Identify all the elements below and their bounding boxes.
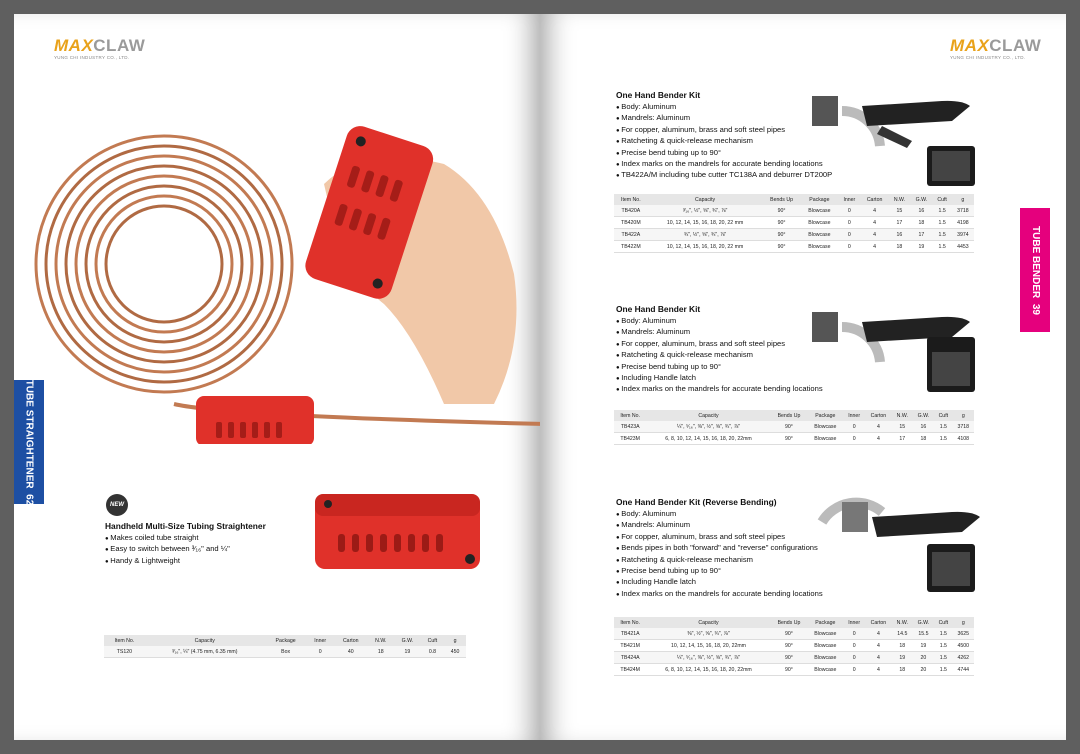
table-cell: Blowcase — [801, 217, 838, 229]
table-cell: 6, 8, 10, 12, 14, 15, 16, 18, 20, 22mm — [646, 664, 770, 676]
table-header-cell: Inner — [843, 410, 865, 421]
table-header-cell: Bends Up — [771, 617, 808, 628]
table-header-cell: Package — [265, 635, 307, 646]
table-header-cell: Capacity — [648, 194, 763, 205]
table-cell: ¾", ½", ⅝", ¾", ⅞" — [648, 229, 763, 241]
table-cell: 0 — [838, 205, 861, 217]
table-cell: TB420M — [614, 217, 648, 229]
table-cell: 4 — [861, 205, 889, 217]
brand-logo: MAXCLAW YUNG CHI INDUSTRY CO., LTD. — [54, 36, 146, 60]
table-cell: 1.5 — [934, 664, 953, 676]
table-row — [614, 241, 974, 253]
feature-item: ● Precise bend tubing up to 90° — [616, 362, 866, 373]
spec-table-tb423 — [614, 410, 974, 445]
product-title: One Hand Bender Kit (Reverse Bending) — [616, 497, 777, 507]
feature-list — [616, 509, 876, 600]
table-cell: 10, 12, 14, 15, 16, 18, 20, 22 mm — [648, 241, 763, 253]
product-block-tb420 — [616, 90, 866, 182]
table-cell: 90° — [762, 217, 800, 229]
feature-item: ● Easy to switch between ³⁄₁₆" and ¼" — [105, 544, 305, 555]
table-cell: Blowcase — [807, 628, 843, 640]
table-header-cell: G.W. — [913, 617, 934, 628]
table-header-cell: Carton — [861, 194, 889, 205]
table-cell: 1.5 — [934, 652, 953, 664]
straightener-product-photo — [310, 484, 490, 584]
table-cell: 4 — [865, 433, 892, 445]
table-header-cell: G.W. — [910, 194, 932, 205]
table-cell: 0 — [843, 433, 865, 445]
table-cell: 0 — [838, 229, 861, 241]
table-cell: 4500 — [953, 640, 974, 652]
table-cell: TB424M — [614, 664, 646, 676]
new-badge: NEW — [106, 494, 128, 516]
table-row — [614, 421, 974, 433]
table-header-cell: Inner — [843, 617, 865, 628]
table-row — [614, 652, 974, 664]
table-cell: Box — [265, 646, 307, 658]
table-cell: 15.5 — [913, 628, 934, 640]
feature-list — [616, 102, 866, 182]
table-cell: Blowcase — [807, 652, 843, 664]
table-row — [614, 433, 974, 445]
table-cell: 1.5 — [932, 241, 951, 253]
table-header-cell: Item No. — [614, 617, 646, 628]
table-cell: ³⁄₁₆", ½", ⅝", ¾", ⅞" — [648, 205, 763, 217]
table-cell: 3718 — [953, 421, 974, 433]
feature-item: ● For copper, aluminum, brass and soft steel pipes — [616, 532, 876, 543]
table-cell: 0 — [843, 421, 865, 433]
feature-item: ● Ratcheting & quick-release mechanism — [616, 350, 866, 361]
table-cell: 0 — [307, 646, 334, 658]
feature-item: ● Body: Aluminum — [616, 509, 876, 520]
table-cell: 1.5 — [932, 217, 951, 229]
table-cell: 17 — [892, 433, 913, 445]
table-cell: 3974 — [952, 229, 974, 241]
table-cell: 90° — [771, 640, 808, 652]
table-cell: ¼", ⁵⁄₁₆", ⅜", ½", ⅝", ¾", ⅞" — [646, 421, 770, 433]
table-header-cell: Inner — [307, 635, 334, 646]
table-cell: 4 — [861, 217, 889, 229]
table-cell: 16 — [910, 205, 932, 217]
table-header-cell: N.W. — [368, 635, 394, 646]
feature-item: ● Including Handle latch — [616, 373, 866, 384]
table-header-cell: Carton — [865, 410, 892, 421]
feature-item: ● Mandrels: Aluminum — [616, 327, 866, 338]
table-cell: 90° — [771, 421, 808, 433]
table-cell: 10, 12, 14, 15, 16, 18, 20, 22 mm — [648, 217, 763, 229]
feature-item: ● Precise bend tubing up to 90° — [616, 148, 866, 159]
table-row — [614, 664, 974, 676]
table-cell: 1.5 — [932, 229, 951, 241]
table-row — [614, 640, 974, 652]
spec-table-tb421 — [614, 617, 974, 676]
feature-item: ● Including Handle latch — [616, 577, 876, 588]
table-header-cell: Cuft — [934, 617, 953, 628]
table-cell: TB423M — [614, 433, 646, 445]
table-header-cell: Cuft — [421, 635, 444, 646]
table-cell: 0 — [838, 241, 861, 253]
table-cell: 18 — [892, 640, 913, 652]
table-cell: 3625 — [953, 628, 974, 640]
feature-item: ● Mandrels: Aluminum — [616, 520, 876, 531]
table-cell: Blowcase — [807, 664, 843, 676]
table-cell: TS120 — [104, 646, 145, 658]
table-cell: 40 — [334, 646, 368, 658]
table-header-cell: Item No. — [104, 635, 145, 646]
product-block-tb423 — [616, 304, 866, 396]
table-header-cell: Package — [807, 410, 843, 421]
table-cell: Blowcase — [801, 229, 838, 241]
table-row — [614, 205, 974, 217]
table-cell: 15 — [892, 421, 913, 433]
table-row — [614, 628, 974, 640]
table-cell: 4262 — [953, 652, 974, 664]
feature-item: ● For copper, aluminum, brass and soft steel pipes — [616, 125, 866, 136]
table-header-cell: Package — [807, 617, 843, 628]
table-cell: 0 — [843, 664, 865, 676]
table-cell: 4453 — [952, 241, 974, 253]
table-header-cell: g — [952, 194, 974, 205]
product-block-tb421 — [616, 497, 876, 600]
table-cell: 4 — [861, 241, 889, 253]
table-cell: ³⁄₁₆", ¼" (4.75 mm, 6.35 mm) — [145, 646, 265, 658]
spec-table-ts120 — [104, 635, 466, 658]
table-header-cell: G.W. — [394, 635, 421, 646]
table-cell: 18 — [889, 241, 911, 253]
feature-item: ● TB422A/M including tube cutter TC138A and deburrer DT200P — [616, 170, 866, 181]
table-header-cell: Capacity — [145, 635, 265, 646]
feature-item: ● Handy & Lightweight — [105, 556, 305, 567]
table-cell: 90° — [762, 205, 800, 217]
table-cell: ⅜", ½", ⅝", ¾", ⅞" — [646, 628, 770, 640]
table-header-cell: Package — [801, 194, 838, 205]
table-cell: Blowcase — [801, 205, 838, 217]
table-header-cell: G.W. — [913, 410, 934, 421]
feature-item: ● Body: Aluminum — [616, 316, 866, 327]
table-cell: 18 — [910, 217, 932, 229]
table-header-cell: Bends Up — [771, 410, 808, 421]
table-cell: 90° — [771, 664, 808, 676]
table-cell: 4744 — [953, 664, 974, 676]
table-header-cell: Capacity — [646, 617, 770, 628]
table-row — [104, 646, 466, 658]
feature-item: ● Mandrels: Aluminum — [616, 113, 866, 124]
feature-item: ● Ratcheting & quick-release mechanism — [616, 555, 876, 566]
table-cell: 15 — [889, 205, 911, 217]
feature-item: ● Index marks on the mandrels for accurate bending locations — [616, 159, 866, 170]
table-cell: 4198 — [952, 217, 974, 229]
right-page — [540, 14, 1066, 740]
table-cell: 4 — [865, 652, 892, 664]
table-cell: 20 — [913, 652, 934, 664]
table-cell: TB423A — [614, 421, 646, 433]
feature-item: ● Ratcheting & quick-release mechanism — [616, 136, 866, 147]
table-cell: 18 — [368, 646, 394, 658]
table-cell: 90° — [771, 433, 808, 445]
table-cell: TB421A — [614, 628, 646, 640]
table-cell: 0 — [843, 628, 865, 640]
table-cell: 14.5 — [892, 628, 913, 640]
feature-item: ● For copper, aluminum, brass and soft steel pipes — [616, 339, 866, 350]
table-header-cell: Item No. — [614, 410, 646, 421]
table-cell: 16 — [913, 421, 934, 433]
table-header-cell: Carton — [334, 635, 368, 646]
spec-table-tb420 — [614, 194, 974, 253]
table-cell: 4108 — [953, 433, 974, 445]
table-cell: Blowcase — [807, 433, 843, 445]
table-cell: 19 — [913, 640, 934, 652]
table-row — [614, 229, 974, 241]
table-header-cell: Cuft — [932, 194, 951, 205]
table-cell: 0 — [838, 217, 861, 229]
table-cell: 18 — [892, 664, 913, 676]
table-cell: 6, 8, 10, 12, 14, 15, 16, 18, 20, 22mm — [646, 433, 770, 445]
product-title: One Hand Bender Kit — [616, 90, 701, 100]
table-header-cell: Item No. — [614, 194, 648, 205]
feature-item: ● Bends pipes in both "forward" and "reverse" configurations — [616, 543, 876, 554]
table-cell: 19 — [394, 646, 421, 658]
table-header-cell: g — [953, 410, 974, 421]
table-cell: 10, 12, 14, 15, 16, 18, 20, 22mm — [646, 640, 770, 652]
table-cell: 0.8 — [421, 646, 444, 658]
section-tab-tube-bender: TUBE BENDER 39 — [1020, 208, 1050, 332]
feature-list — [616, 316, 866, 396]
table-cell: 0 — [843, 640, 865, 652]
product-block-ts120 — [105, 521, 305, 567]
table-cell: 17 — [889, 217, 911, 229]
table-cell: TB424A — [614, 652, 646, 664]
table-cell: 450 — [444, 646, 466, 658]
table-cell: 20 — [913, 664, 934, 676]
table-cell: 4 — [865, 640, 892, 652]
feature-item: ● Precise bend tubing up to 90° — [616, 566, 876, 577]
feature-item: ● Makes coiled tube straight — [105, 533, 305, 544]
table-cell: 4 — [865, 628, 892, 640]
table-cell: TB422A — [614, 229, 648, 241]
table-header-cell: N.W. — [889, 194, 911, 205]
table-cell: 90° — [771, 628, 808, 640]
table-cell: 16 — [889, 229, 911, 241]
table-cell: 3718 — [952, 205, 974, 217]
table-cell: 90° — [762, 229, 800, 241]
table-row — [614, 217, 974, 229]
table-cell: 0 — [843, 652, 865, 664]
table-cell: Blowcase — [807, 640, 843, 652]
table-cell: Blowcase — [801, 241, 838, 253]
table-cell: TB421M — [614, 640, 646, 652]
table-header-cell: Inner — [838, 194, 861, 205]
left-page — [14, 14, 540, 740]
product-title: Handheld Multi-Size Tubing Straightener — [105, 521, 266, 531]
table-header-cell: g — [444, 635, 466, 646]
table-cell: 17 — [910, 229, 932, 241]
table-header-cell: N.W. — [892, 410, 913, 421]
table-cell: ¼", ⁵⁄₁₆", ⅜", ½", ⅝", ¾", ⅞" — [646, 652, 770, 664]
table-cell: 1.5 — [934, 640, 953, 652]
table-cell: 1.5 — [934, 433, 953, 445]
product-title: One Hand Bender Kit — [616, 304, 701, 314]
table-header-cell: g — [953, 617, 974, 628]
table-header-cell: N.W. — [892, 617, 913, 628]
brand-logo: MAXCLAW YUNG CHI INDUSTRY CO., LTD. — [950, 36, 1042, 60]
table-cell: 4 — [865, 664, 892, 676]
table-cell: Blowcase — [807, 421, 843, 433]
table-cell: 19 — [892, 652, 913, 664]
table-cell: 4 — [865, 421, 892, 433]
feature-item: ● Index marks on the mandrels for accurate bending locations — [616, 384, 866, 395]
table-header-cell: Carton — [865, 617, 892, 628]
table-cell: 1.5 — [934, 421, 953, 433]
table-cell: TB422M — [614, 241, 648, 253]
table-cell: 1.5 — [932, 205, 951, 217]
table-cell: 1.5 — [934, 628, 953, 640]
table-cell: 90° — [771, 652, 808, 664]
table-header-cell: Bends Up — [762, 194, 800, 205]
feature-item: ● Body: Aluminum — [616, 102, 866, 113]
table-cell: 19 — [910, 241, 932, 253]
copper-coil-illustration — [24, 104, 540, 444]
feature-list — [105, 533, 305, 567]
table-cell: TB420A — [614, 205, 648, 217]
section-tab-tube-straightener: TUBE STRAIGHTENER 62 — [14, 380, 44, 504]
table-header-cell: Cuft — [934, 410, 953, 421]
table-cell: 4 — [861, 229, 889, 241]
table-cell: 90° — [762, 241, 800, 253]
table-cell: 18 — [913, 433, 934, 445]
feature-item: ● Index marks on the mandrels for accurate bending locations — [616, 589, 876, 600]
table-header-cell: Capacity — [646, 410, 770, 421]
